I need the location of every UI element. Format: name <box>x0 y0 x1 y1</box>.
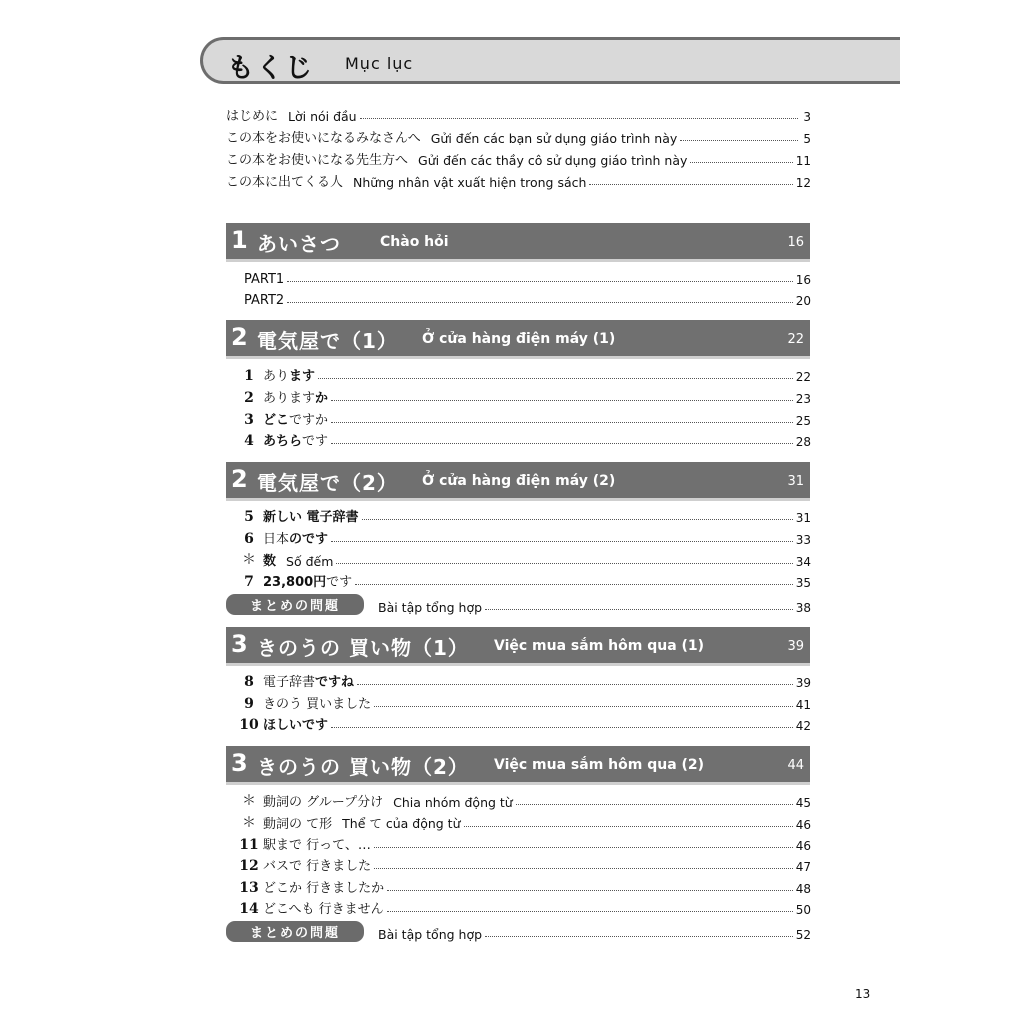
leader-dots <box>374 868 793 869</box>
entry-vi: Bài tập tổng hợp <box>378 927 483 942</box>
toc-entry-lesson-4[interactable] <box>238 429 811 449</box>
leader-dots <box>374 706 793 707</box>
review-pill: まとめの問題 <box>226 594 364 615</box>
entry-jp: この本に出てくる人 <box>226 175 344 190</box>
toc-entry-lesson-5[interactable] <box>238 505 811 525</box>
leader-dots <box>318 378 793 379</box>
chapter-title-jp: あいさつ <box>257 232 341 256</box>
entry-page: 11 <box>795 154 811 168</box>
toc-entry-lesson-6[interactable] <box>238 527 811 547</box>
entry-page: 48 <box>795 882 811 896</box>
entry-vi: Gửi đến các thầy cô sử dụng giáo trình này <box>418 153 688 168</box>
toc-header <box>200 37 900 84</box>
chapter-title-vi: Việc mua sắm hôm qua (1) <box>494 638 705 654</box>
entry-jp-bold: 数 <box>263 554 277 569</box>
entry-vi: Số đếm <box>286 554 334 569</box>
toc-entry-intro-3[interactable] <box>226 170 811 190</box>
chapter-2-2-banner[interactable] <box>226 462 810 498</box>
entry-page: 47 <box>795 860 811 874</box>
entry-jp: 日本 <box>263 532 290 547</box>
lesson-number: 2 <box>244 390 254 406</box>
chapter-page: 39 <box>787 639 804 654</box>
leader-dots <box>464 826 793 827</box>
toc-entry-intro-2[interactable] <box>226 148 811 168</box>
toc-entry-lesson-11[interactable] <box>238 833 811 853</box>
leader-dots <box>336 563 792 564</box>
chapter-page: 44 <box>787 758 804 773</box>
toc-entry-intro-1[interactable] <box>226 126 811 146</box>
page-number: 13 <box>855 987 871 1001</box>
leader-dots <box>387 911 793 912</box>
toc-entry-counting[interactable] <box>238 549 811 569</box>
chapter-title-vi: Ở cửa hàng điện máy (2) <box>422 473 616 489</box>
entry-page: 52 <box>795 928 811 942</box>
chapter-title-jp: きのうの 買い物（1） <box>257 636 469 660</box>
entry-label: PART1 <box>244 272 285 287</box>
leader-dots <box>331 541 793 542</box>
lesson-number: 5 <box>244 509 254 525</box>
entry-jp: バスで 行きました <box>263 859 372 874</box>
toc-entry-intro-0[interactable] <box>226 104 811 124</box>
leader-dots <box>680 140 798 141</box>
asterisk-marker: ＊ <box>242 552 256 568</box>
chapter-number: 2 <box>231 323 248 351</box>
entry-page: 50 <box>795 903 811 917</box>
entry-page: 5 <box>803 132 811 146</box>
entry-jp: あり <box>263 369 290 384</box>
lesson-number: 14 <box>239 901 259 917</box>
toc-entry-lesson-2[interactable] <box>238 386 811 406</box>
entry-page: 28 <box>795 435 811 449</box>
entry-page: 45 <box>795 796 811 810</box>
entry-jp: きのう 買いました <box>263 697 372 712</box>
lesson-number: 7 <box>244 574 254 590</box>
leader-dots <box>516 804 793 805</box>
toc-entry-review-1[interactable] <box>226 595 811 615</box>
chapter-page: 22 <box>787 332 804 347</box>
toc-entry-lesson-13[interactable] <box>238 876 811 896</box>
chapter-title-jp: 電気屋で（1） <box>257 329 398 353</box>
toc-entry-lesson-9[interactable] <box>238 692 811 712</box>
entry-page: 33 <box>795 533 811 547</box>
leader-dots <box>287 302 793 303</box>
toc-entry-lesson-3[interactable] <box>238 408 811 428</box>
entry-jp: です <box>326 575 353 590</box>
leader-dots <box>331 422 793 423</box>
leader-dots <box>374 847 793 848</box>
entry-page: 25 <box>795 414 811 428</box>
toc-entry-part1[interactable] <box>244 267 811 287</box>
leader-dots <box>485 936 793 937</box>
lesson-number: 4 <box>244 433 254 449</box>
entry-jp-bold: ます <box>289 369 316 384</box>
chapter-number: 2 <box>231 465 248 493</box>
chapter-number: 3 <box>231 749 248 777</box>
toc-entry-te-form[interactable] <box>238 812 811 832</box>
review-pill: まとめの問題 <box>226 921 364 942</box>
entry-page: 34 <box>795 555 811 569</box>
chapter-number: 1 <box>231 226 248 254</box>
asterisk-marker: ＊ <box>242 815 256 831</box>
toc-entry-lesson-8[interactable] <box>238 670 811 690</box>
entry-jp: この本をお使いになる先生方へ <box>226 153 409 168</box>
entry-page: 12 <box>795 176 811 190</box>
chapter-page: 16 <box>787 235 804 250</box>
entry-vi: Bài tập tổng hợp <box>378 600 483 615</box>
entry-page: 23 <box>795 392 811 406</box>
toc-entry-lesson-1[interactable] <box>238 364 811 384</box>
lesson-number: 10 <box>239 717 259 733</box>
entry-jp: ですか <box>289 413 329 428</box>
leader-dots <box>331 443 793 444</box>
leader-dots <box>331 727 793 728</box>
entry-vi: Gửi đến các bạn sử dụng giáo trình này <box>430 131 678 146</box>
chapter-1-banner[interactable] <box>226 223 810 259</box>
entry-vi: Chia nhóm động từ <box>393 795 513 810</box>
lesson-number: 11 <box>239 837 259 853</box>
entry-jp: 駅まで 行って、… <box>263 838 371 853</box>
chapter-3-1-banner[interactable] <box>226 627 810 663</box>
entry-jp-bold: どこ <box>263 413 290 428</box>
entry-jp: この本をお使いになるみなさんへ <box>226 131 421 146</box>
entry-label: PART2 <box>244 293 285 308</box>
header-title-jp: もくじ <box>227 53 314 84</box>
toc-entry-lesson-7[interactable] <box>238 570 811 590</box>
lesson-number: 8 <box>244 674 254 690</box>
lesson-number: 12 <box>239 858 259 874</box>
entry-jp-bold: ほしいです <box>263 718 329 733</box>
toc-entry-lesson-10[interactable] <box>238 713 811 733</box>
entry-vi: Lời nói đầu <box>288 109 357 124</box>
leader-dots <box>355 584 793 585</box>
entry-jp: どこか 行きましたか <box>263 881 385 896</box>
lesson-number: 3 <box>244 412 254 428</box>
lesson-number: 13 <box>239 880 259 896</box>
asterisk-marker: ＊ <box>242 793 256 809</box>
entry-page: 39 <box>795 676 811 690</box>
chapter-number: 3 <box>231 630 248 658</box>
leader-dots <box>331 400 793 401</box>
entry-jp: 動詞の グループ分け <box>263 795 384 810</box>
lesson-number: 1 <box>244 368 254 384</box>
entry-jp-bold: か <box>315 391 329 406</box>
entry-jp-bold: 新しい 電子辞書 <box>263 510 359 525</box>
entry-page: 22 <box>795 370 811 384</box>
entry-page: 38 <box>795 601 811 615</box>
leader-dots <box>362 519 793 520</box>
toc-entry-review-2[interactable] <box>226 922 811 942</box>
entry-jp: どこへも 行きません <box>263 902 384 917</box>
toc-entry-lesson-12[interactable] <box>238 854 811 874</box>
chapter-page: 31 <box>787 474 804 489</box>
chapter-title-vi: Ở cửa hàng điện máy (1) <box>422 331 616 347</box>
entry-page: 3 <box>803 110 811 124</box>
leader-dots <box>485 609 793 610</box>
lesson-number: 6 <box>244 531 254 547</box>
entry-page: 42 <box>795 719 811 733</box>
entry-page: 35 <box>795 576 811 590</box>
chapter-title-vi: Việc mua sắm hôm qua (2) <box>494 757 705 773</box>
entry-vi: Thể て của động từ <box>342 816 461 831</box>
entry-page: 41 <box>795 698 811 712</box>
entry-jp-bold: のです <box>289 532 329 547</box>
entry-page: 16 <box>795 273 811 287</box>
chapter-2-1-banner[interactable] <box>226 320 810 356</box>
entry-page: 31 <box>795 511 811 525</box>
toc-entry-verb-groups[interactable] <box>238 790 811 810</box>
entry-page: 46 <box>795 839 811 853</box>
leader-dots <box>589 184 792 185</box>
entry-page: 20 <box>795 294 811 308</box>
toc-entry-part2[interactable] <box>244 288 811 308</box>
entry-jp: はじめに <box>226 109 279 124</box>
leader-dots <box>690 162 792 163</box>
leader-dots <box>357 684 793 685</box>
header-title-vi: Mục lục <box>345 54 414 73</box>
entry-jp-bold: ですね <box>315 675 355 690</box>
toc-entry-lesson-14[interactable] <box>238 897 811 917</box>
chapter-title-jp: きのうの 買い物（2） <box>257 755 469 779</box>
leader-dots <box>360 118 798 119</box>
entry-jp: 動詞の て形 <box>263 817 333 832</box>
entry-jp: 電子辞書 <box>263 675 316 690</box>
entry-jp: です <box>302 434 329 449</box>
lesson-number: 9 <box>244 696 254 712</box>
leader-dots <box>287 281 793 282</box>
chapter-title-jp: 電気屋で（2） <box>257 471 398 495</box>
chapter-3-2-banner[interactable] <box>226 746 810 782</box>
entry-page: 46 <box>795 818 811 832</box>
entry-jp-bold: あちら <box>263 434 303 449</box>
entry-jp-bold: 23,800円 <box>263 575 327 590</box>
leader-dots <box>387 890 793 891</box>
chapter-title-vi: Chào hỏi <box>380 234 449 250</box>
entry-jp: あります <box>263 391 316 406</box>
entry-vi: Những nhân vật xuất hiện trong sách <box>353 175 587 190</box>
